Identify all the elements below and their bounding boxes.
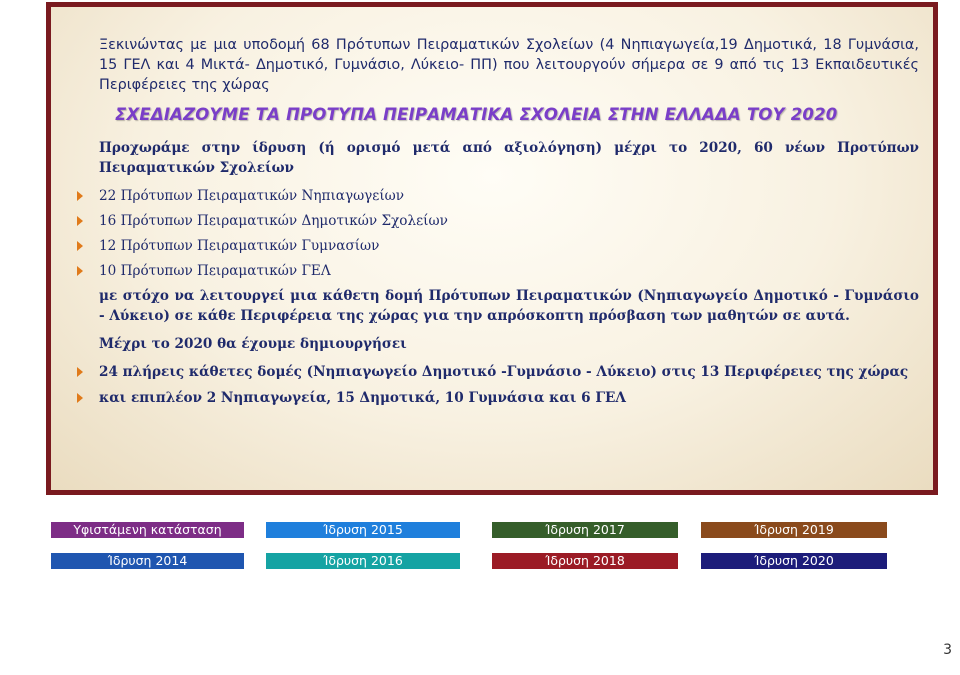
list-item: 16 Πρότυπων Πειραματικών Δημοτικών Σχολείων [99,211,919,231]
content-panel [51,7,933,490]
by-2020-paragraph: Μέχρι το 2020 θα έχουμε δημιουργήσει [99,336,407,352]
bullet-arrow-icon [77,266,83,276]
legend-item-2018: Ίδρυση 2018 [492,553,678,569]
bullet-arrow-icon [77,216,83,226]
intro-text: Ξεκινώντας με μια υποδομή 68 Πρότυπων Πειραματικών Σχολείων (4 Νηπιαγωγεία,19 Δημοτικά, 18 Γυμνάσια, 15 ΓΕΛ και 4 Μικτά- Δημοτικό, Γυμνάσιο, Λύκειο- ΠΠ) που λειτουργούν σήμερα σε 9 από τις 13 Εκπαιδευτικές Περιφέρειες της χώρας [99,37,919,93]
legend-item-2016: Ίδρυση 2016 [266,553,460,569]
slide-frame [46,2,938,495]
bullet-arrow-icon [77,241,83,251]
legend-item-2014: Ίδρυση 2014 [51,553,244,569]
bullet-arrow-icon [77,191,83,201]
list-item: 24 πλήρεις κάθετες δομές (Νηπιαγωγείο Δημοτικό -Γυμνάσιο - Λύκειο) στις 13 Περιφέρειες της χώρας [99,362,919,382]
bullet-arrow-icon [77,393,83,403]
legend-item-2015: Ίδρυση 2015 [266,522,460,538]
legend-item-2017: Ίδρυση 2017 [492,522,678,538]
list-item: 22 Πρότυπων Πειραματικών Νηπιαγωγείων [99,186,919,206]
list-item: 12 Πρότυπων Πειραματικών Γυμνασίων [99,236,919,256]
legend-item-existing: Υφιστάμενη κατάσταση [51,522,244,538]
goal-paragraph: με στόχο να λειτουργεί μια κάθετη δομή Πρότυπων Πειραματικών (Νηπιαγωγείο Δημοτικό - Γυμνάσιο - Λύκειο) σε κάθε Περιφέρεια της χώρας για την απρόσκοπτη πρόσβαση των μαθητών σε αυτά. [99,288,919,324]
plan-paragraph: Προχωράμε στην ίδρυση (ή ορισμό μετά από αξιολόγηση) μέχρι το 2020, 60 νέων Προτύπων Πειραματικών Σχολείων [99,140,919,176]
legend-item-2019: Ίδρυση 2019 [701,522,887,538]
section-heading: ΣΧΕΔΙΑΖΟΥΜΕ ΤΑ ΠΡΟΤΥΠΑ ΠΕΙΡΑΜΑΤΙΚΑ ΣΧΟΛΕΙΑ ΣΤΗΝ ΕΛΛΑΔΑ ΤΟΥ 2020 [115,105,838,124]
legend-item-2020: Ίδρυση 2020 [701,553,887,569]
page-number: 3 [943,642,952,658]
bullet-arrow-icon [77,367,83,377]
list-item: 10 Πρότυπων Πειραματικών ΓΕΛ [99,261,919,281]
new-schools-list [99,186,919,281]
list-item: και επιπλέον 2 Νηπιαγωγεία, 15 Δημοτικά, 10 Γυμνάσια και 6 ΓΕΛ [99,388,919,408]
targets-list [99,362,919,408]
